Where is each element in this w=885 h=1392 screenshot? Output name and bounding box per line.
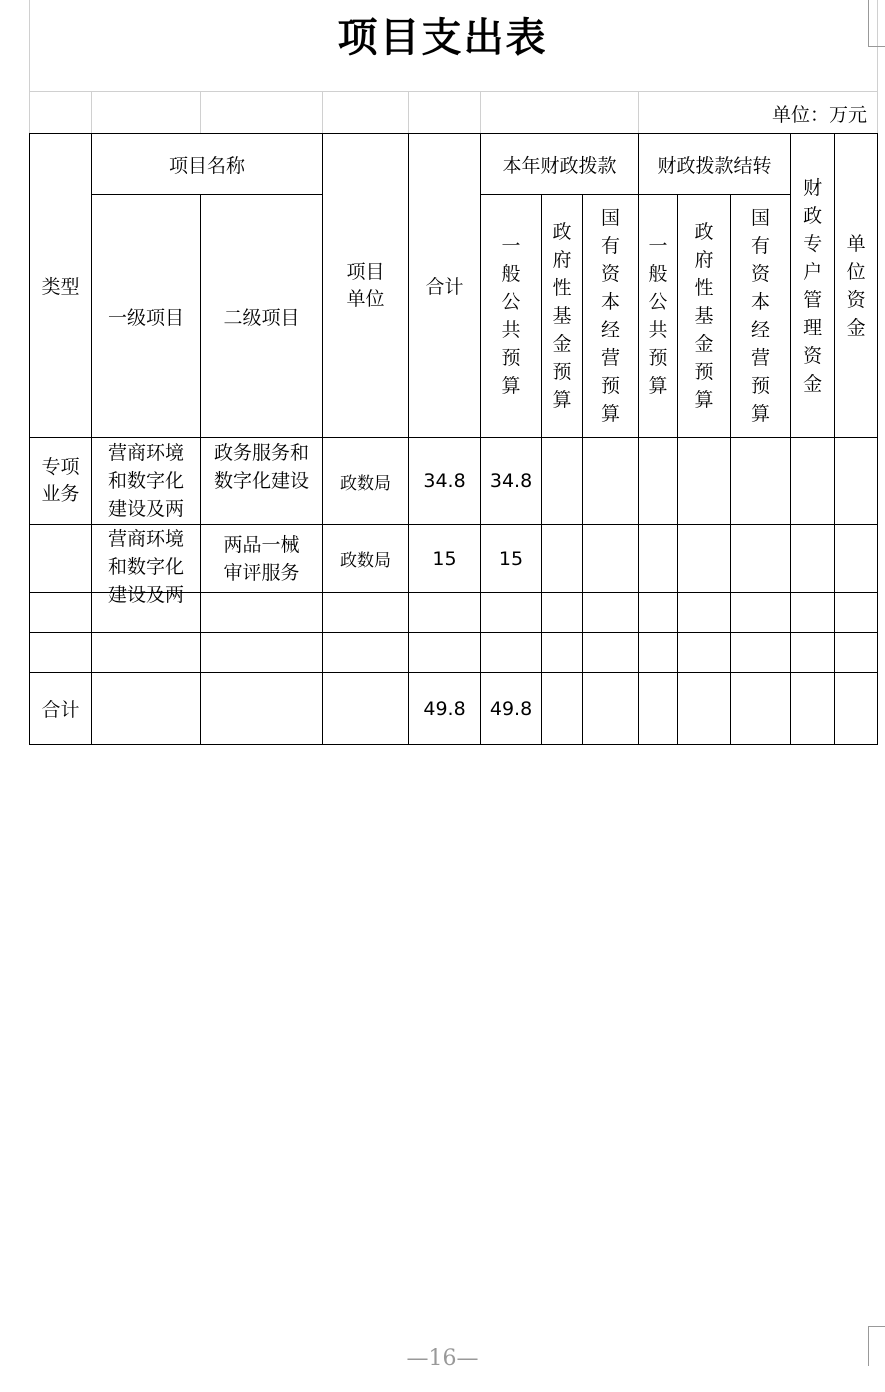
row-total: 15: [409, 525, 481, 593]
row-level2: 政务服务和数字化建设: [201, 438, 323, 525]
grid-line: [638, 91, 639, 133]
header-carryover: 财政拨款结转: [639, 134, 791, 195]
corner-mark-bottom-right: [868, 1326, 885, 1327]
row-level1: 营商环境和数字化建设及两: [92, 438, 201, 525]
row-level2: 两品一械审评服务: [201, 525, 323, 593]
header-general-public: 一般公共预算: [481, 195, 542, 438]
header-level1: 一级项目: [92, 195, 201, 438]
row-general: 34.8: [481, 438, 542, 525]
grid-line: [29, 91, 877, 92]
grid-line: [200, 91, 201, 133]
row-unit: 政数局: [323, 438, 409, 525]
grid-line: [322, 91, 323, 133]
header-gov-fund: 政府性基金预算: [542, 195, 583, 438]
header-special-account: 财政专户管理资金: [791, 134, 835, 438]
row-level1: 营商环境和数字化建设及两: [92, 525, 201, 593]
grid-line: [408, 91, 409, 133]
table-row: [30, 633, 878, 673]
sum-general: 49.8: [481, 673, 542, 745]
header-level2: 二级项目: [201, 195, 323, 438]
header-total: 合计: [409, 134, 481, 438]
table-row: [30, 438, 878, 525]
row-type: 专项业务: [30, 438, 92, 525]
header-current-year: 本年财政拨款: [481, 134, 639, 195]
table-row: [30, 525, 878, 593]
row-type: [30, 525, 92, 593]
header-state-capital: 国有资本经营预算: [583, 195, 639, 438]
sum-row: [30, 673, 878, 745]
grid-line: [91, 91, 92, 133]
header-carryover-gov-fund: 政府性基金预算: [678, 195, 731, 438]
unit-label: 单位：万元: [771, 104, 867, 126]
header-project-unit: 项目单位: [323, 134, 409, 438]
header-unit-funds: 单位资金: [835, 134, 878, 438]
header-type: 类型: [30, 134, 92, 438]
row-total: 34.8: [409, 438, 481, 525]
header-carryover-state-capital: 国有资本经营预算: [731, 195, 791, 438]
page-title: 项目支出表: [337, 14, 548, 61]
row-general: 15: [481, 525, 542, 593]
grid-line: [480, 91, 481, 133]
header-project-name: 项目名称: [92, 134, 323, 195]
page-number: —16—: [406, 1346, 479, 1371]
header-carryover-general: 一般公共预算: [639, 195, 678, 438]
sum-total: 49.8: [409, 673, 481, 745]
expenditure-table: [29, 133, 878, 745]
row-unit: 政数局: [323, 525, 409, 593]
sum-label: 合计: [30, 673, 92, 745]
